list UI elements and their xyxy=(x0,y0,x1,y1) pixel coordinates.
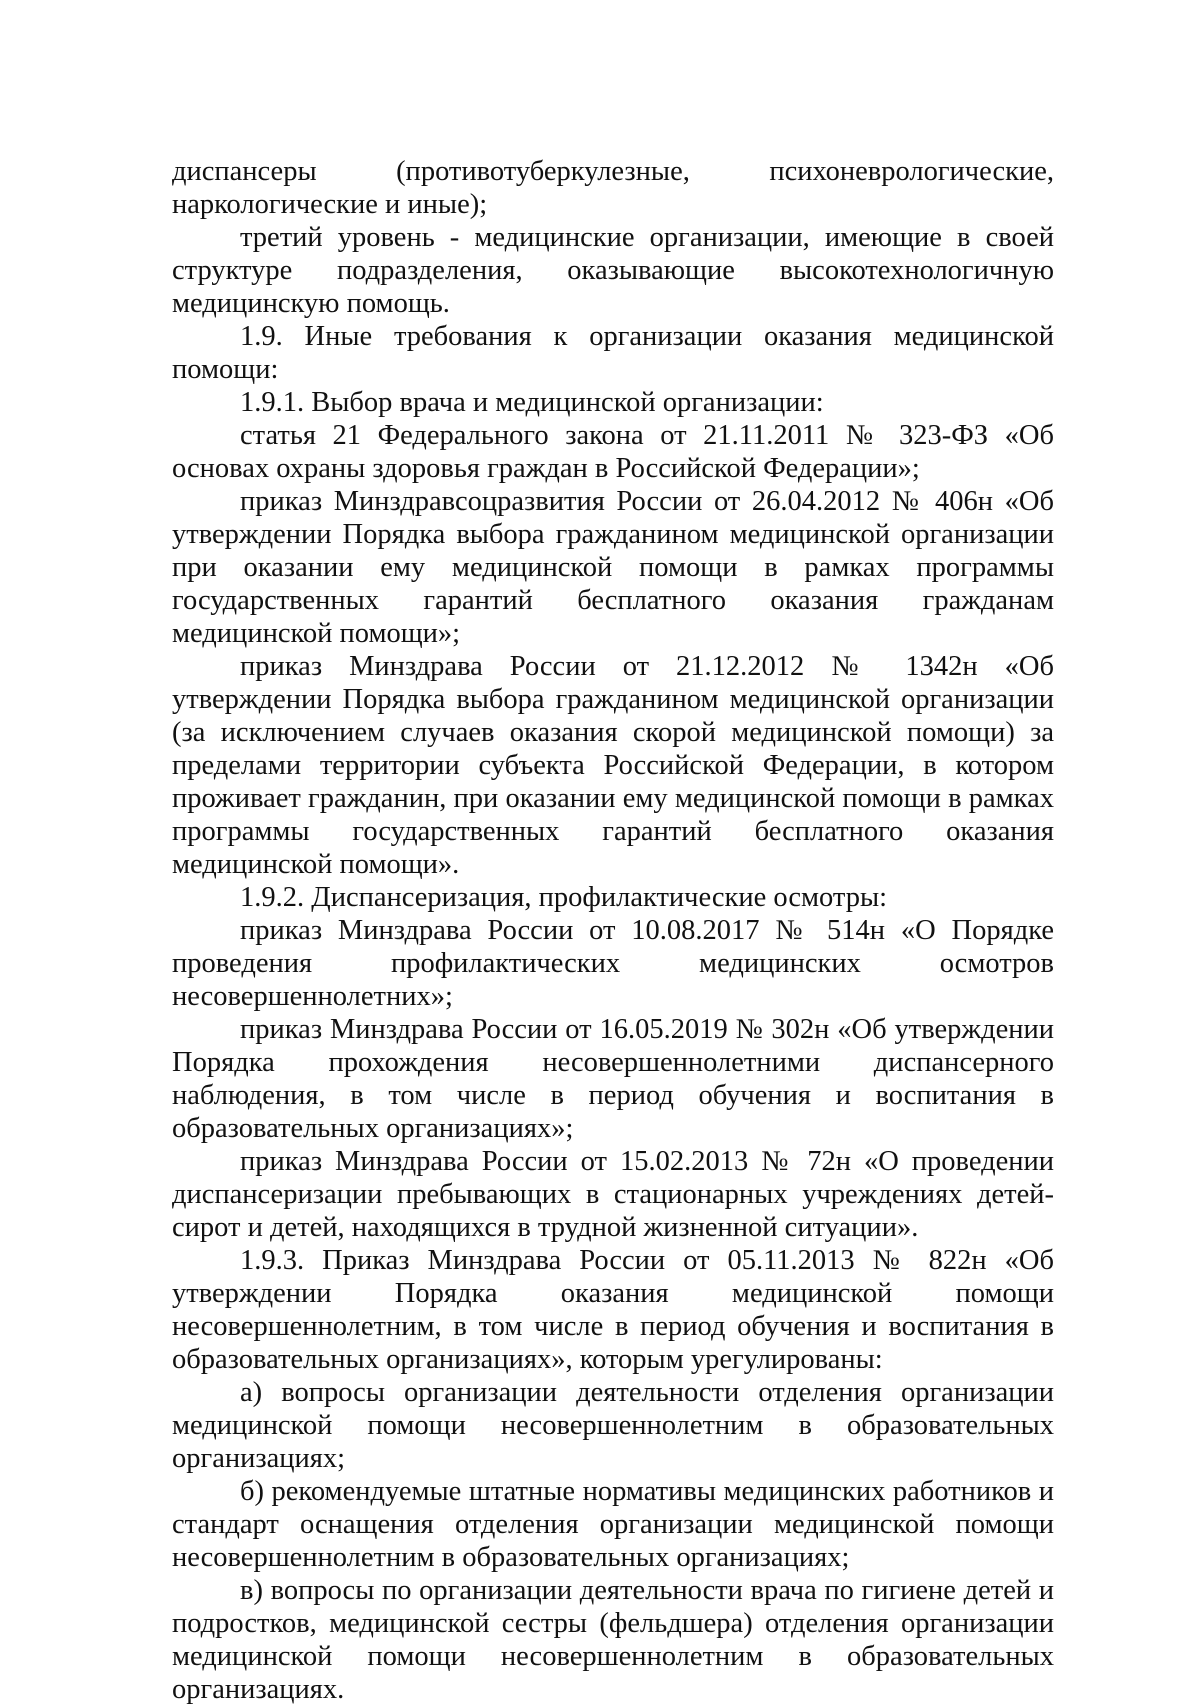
paragraph-federal-law-article-21: статья 21 Федерального закона от 21.11.2011 № 323-ФЗ «Об основах охраны здоровья граждан в Российской Федерации»; xyxy=(172,420,1054,484)
document-body xyxy=(172,155,1054,1706)
paragraph-item-b: б) рекомендуемые штатные нормативы медицинских работников и стандарт оснащения отделения организации медицинской помощи несовершеннолетним в образовательных организациях; xyxy=(172,1476,1054,1573)
paragraph-continuation-dispensaries: диспансеры (противотуберкулезные, психоневрологические, наркологические и иные); xyxy=(172,156,1054,220)
paragraph-order-514n: приказ Минздрава России от 10.08.2017 № 514н «О Порядке проведения профилактических медицинских осмотров несовершеннолетних»; xyxy=(172,915,1054,1012)
paragraph-section-1-9-3: 1.9.3. Приказ Минздрава России от 05.11.2013 № 822н «Об утверждении Порядка оказания медицинской помощи несовершеннолетним, в том числе в период обучения и воспитания в образовательных организациях», которым урегулированы: xyxy=(172,1245,1054,1375)
paragraph-section-1-9: 1.9. Иные требования к организации оказания медицинской помощи: xyxy=(172,321,1054,385)
paragraph-order-1342n: приказ Минздрава России от 21.12.2012 № 1342н «Об утверждении Порядка выбора гражданином медицинской организации (за исключением случаев оказания скорой медицинской помощи) за пределами территории субъекта Российской Федерации, в котором проживает гражданин, при оказании ему медицинской помощи в рамках программы государственных гарантий бесплатного оказания медицинской помощи». xyxy=(172,651,1054,880)
paragraph-section-1-9-2: 1.9.2. Диспансеризация, профилактические осмотры: xyxy=(240,882,888,913)
paragraph-item-a: а) вопросы организации деятельности отделения организации медицинской помощи несовершеннолетним в образовательных организациях; xyxy=(172,1377,1054,1474)
paragraph-order-406n: приказ Минздравсоцразвития России от 26.04.2012 № 406н «Об утверждении Порядка выбора гражданином медицинской организации при оказании ему медицинской помощи в рамках программы государственных гарантий бесплатного оказания гражданам медицинской помощи»; xyxy=(172,486,1054,649)
paragraph-order-302n: приказ Минздрава России от 16.05.2019 № 302н «Об утверждении Порядка прохождения несовершеннолетними диспансерного наблюдения, в том числе в период обучения и воспитания в образовательных организациях»; xyxy=(172,1014,1054,1144)
paragraph-third-level: третий уровень - медицинские организации, имеющие в своей структуре подразделения, оказывающие высокотехнологичную медицинскую помощь. xyxy=(172,222,1054,319)
paragraph-order-72n: приказ Минздрава России от 15.02.2013 № 72н «О проведении диспансеризации пребывающих в стационарных учреждениях детей-сирот и детей, находящихся в трудной жизненной ситуации». xyxy=(172,1146,1054,1243)
paragraph-section-1-9-1: 1.9.1. Выбор врача и медицинской организации: xyxy=(240,387,824,418)
paragraph-item-v: в) вопросы по организации деятельности врача по гигиене детей и подростков, медицинской сестры (фельдшера) отделения организации медицинской помощи несовершеннолетним в образовательных организациях. xyxy=(172,1575,1054,1705)
